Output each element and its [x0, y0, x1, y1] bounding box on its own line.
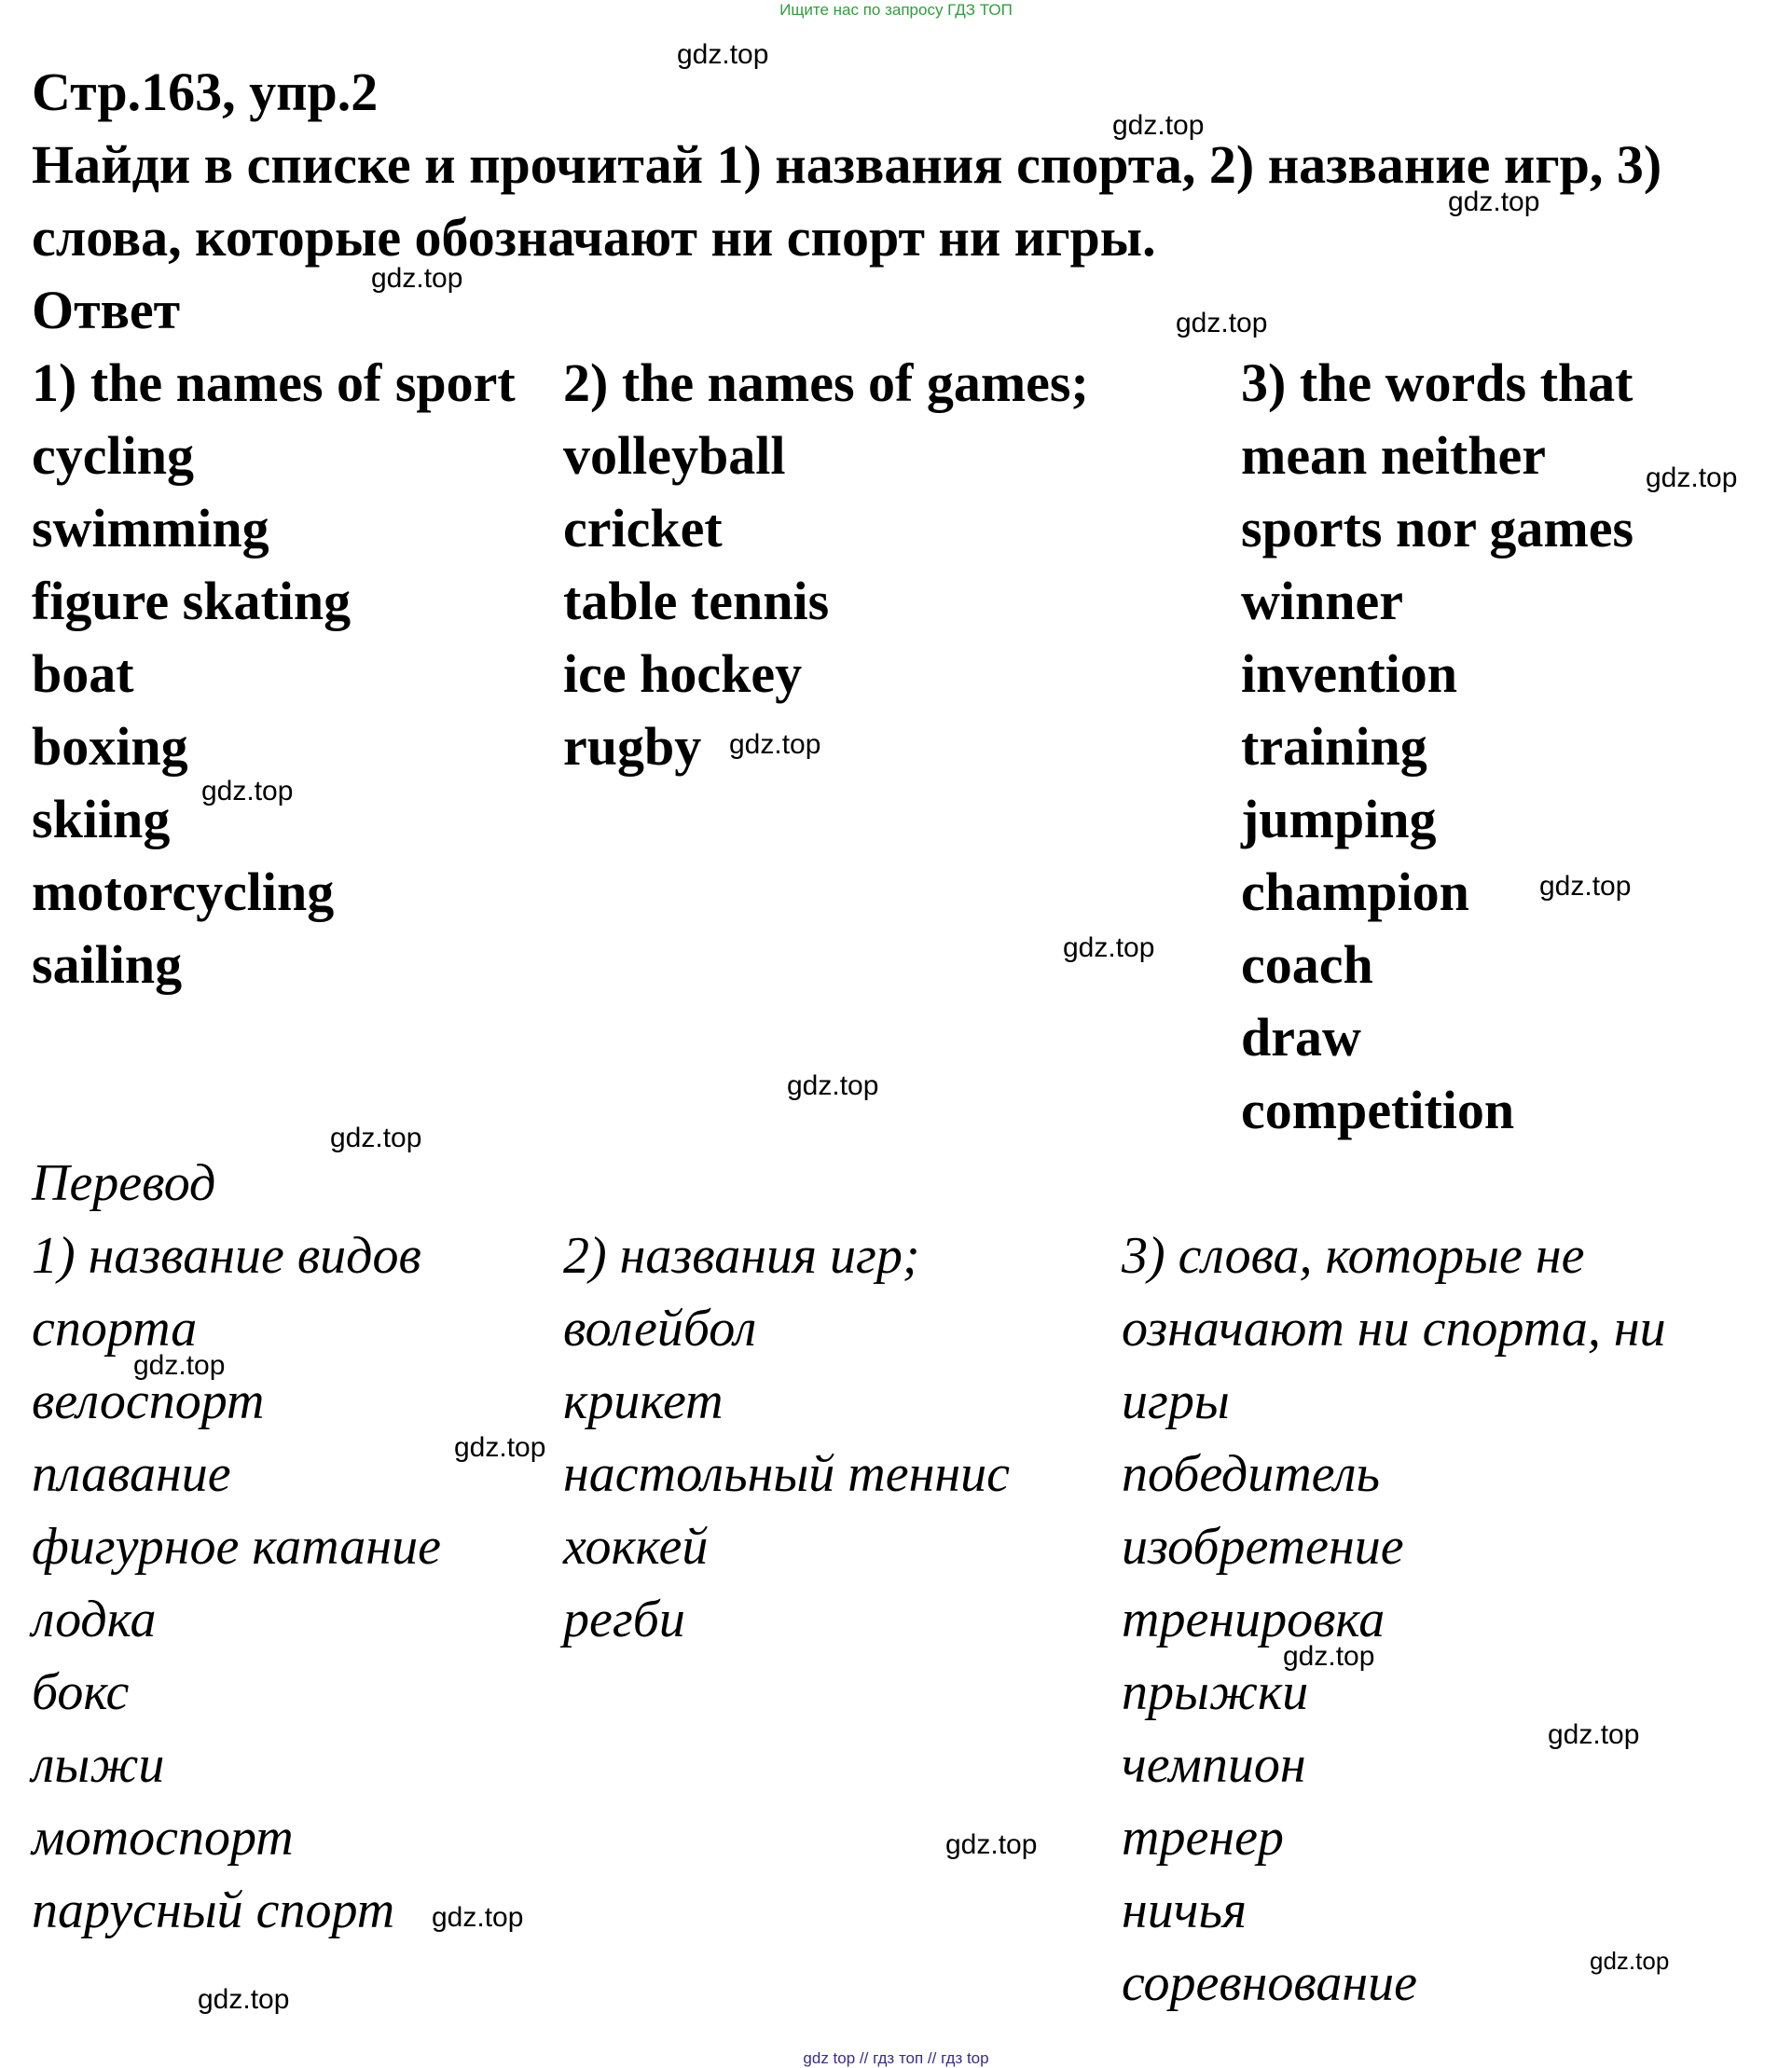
list-item: motorcycling [32, 862, 335, 922]
list-item: волейбол [563, 1300, 757, 1358]
list-item: победитель [1122, 1445, 1381, 1503]
list-item: велоспорт [32, 1372, 265, 1430]
list-item: winner [1241, 571, 1403, 631]
list-item: фигурное катание [32, 1518, 441, 1576]
list-item: лодка [32, 1591, 157, 1648]
list-item: volleyball [563, 425, 786, 486]
list-item: jumping [1241, 789, 1437, 849]
watermark: gdz.top [677, 39, 769, 70]
list-item: ice hockey [563, 643, 803, 704]
list-item: champion [1241, 862, 1469, 922]
page-ref: Стр.163, упр.2 [32, 62, 379, 122]
list-item: figure skating [32, 571, 352, 631]
list-item: draw [1241, 1007, 1361, 1068]
watermark: gdz.top [1646, 462, 1738, 493]
list-item: игры [1122, 1372, 1230, 1430]
list-item: означают ни спорта, ни [1122, 1300, 1666, 1358]
list-item: чемпион [1122, 1736, 1306, 1794]
watermark: gdz.top [201, 776, 294, 807]
list-item: 2) the names of games; [563, 352, 1089, 413]
list-item: training [1241, 716, 1427, 777]
list-item: мотоспорт [32, 1809, 294, 1867]
list-item: mean neither [1241, 425, 1546, 486]
answer-label: Ответ [32, 280, 181, 340]
footer: gdz top // гдз топ // гдз top [803, 2049, 989, 2067]
answer-col-games [563, 347, 1089, 783]
list-item: boat [32, 643, 134, 704]
list-item: парусный спорт [32, 1882, 395, 1939]
list-item: прыжки [1122, 1663, 1309, 1721]
translation-col-other [1122, 1220, 1666, 2020]
watermark: gdz.top [454, 1432, 546, 1463]
list-item: invention [1241, 643, 1458, 704]
watermark: gdz.top [1448, 186, 1540, 217]
list-item: настольный теннис [563, 1445, 1011, 1503]
watermark: gdz.top [1539, 871, 1632, 902]
task-line-2: слова, которые обозначают ни спорт ни игры. [32, 207, 1156, 268]
list-item: тренировка [1122, 1591, 1385, 1648]
list-item: спорта [32, 1300, 198, 1358]
list-item: boxing [32, 716, 188, 777]
list-item: coach [1241, 934, 1373, 995]
watermark: gdz.top [1590, 1947, 1670, 1975]
list-item: table tennis [563, 571, 830, 631]
watermark: gdz.top [330, 1123, 422, 1153]
watermark: gdz.top [1176, 308, 1268, 338]
list-item: cycling [32, 425, 194, 486]
watermark: gdz.top [1063, 932, 1155, 963]
watermark: gdz.top [1283, 1641, 1375, 1672]
list-item: 3) the words that [1241, 352, 1633, 413]
list-item: бокс [32, 1663, 130, 1721]
list-item: ничья [1122, 1882, 1248, 1939]
list-item: крикет [563, 1372, 724, 1430]
list-item: 2) названия игр; [563, 1227, 920, 1285]
list-item: 3) слова, которые не [1122, 1227, 1585, 1285]
watermark: gdz.top [1112, 110, 1205, 141]
list-item: хоккей [563, 1518, 709, 1576]
list-item: cricket [563, 498, 723, 558]
top-banner: Ищите нас по запросу ГДЗ ТОП [779, 1, 1013, 19]
answer-col-other [1241, 347, 1633, 1147]
watermark: gdz.top [371, 263, 463, 294]
list-item: rugby [563, 716, 702, 777]
list-item: регби [563, 1591, 685, 1648]
list-item: тренер [1122, 1809, 1284, 1867]
list-item: изобретение [1122, 1518, 1404, 1576]
list-item: sailing [32, 934, 183, 995]
list-item: sports nor games [1241, 498, 1634, 558]
list-item: skiing [32, 789, 171, 849]
list-item: 1) название видов [32, 1227, 421, 1285]
translation-label: Перевод [32, 1154, 216, 1212]
list-item: соревнование [1122, 1954, 1417, 2012]
watermark: gdz.top [945, 1829, 1038, 1860]
list-item: 1) the names of sport [32, 352, 516, 413]
watermark: gdz.top [1548, 1719, 1640, 1750]
translation-col-games [563, 1220, 1010, 1656]
watermark: gdz.top [133, 1350, 226, 1381]
list-item: лыжи [32, 1736, 165, 1794]
watermark: gdz.top [432, 1902, 524, 1933]
watermark: gdz.top [198, 1984, 290, 2015]
task-line-1: Найди в списке и прочитай 1) названия спорта, 2) название игр, 3) [32, 134, 1662, 195]
translation-col-sports [32, 1220, 441, 1947]
watermark: gdz.top [787, 1070, 879, 1101]
list-item: плавание [32, 1445, 231, 1503]
list-item: competition [1241, 1080, 1515, 1140]
watermark: gdz.top [729, 729, 821, 760]
answer-col-sports [32, 347, 516, 1001]
list-item: swimming [32, 498, 269, 558]
